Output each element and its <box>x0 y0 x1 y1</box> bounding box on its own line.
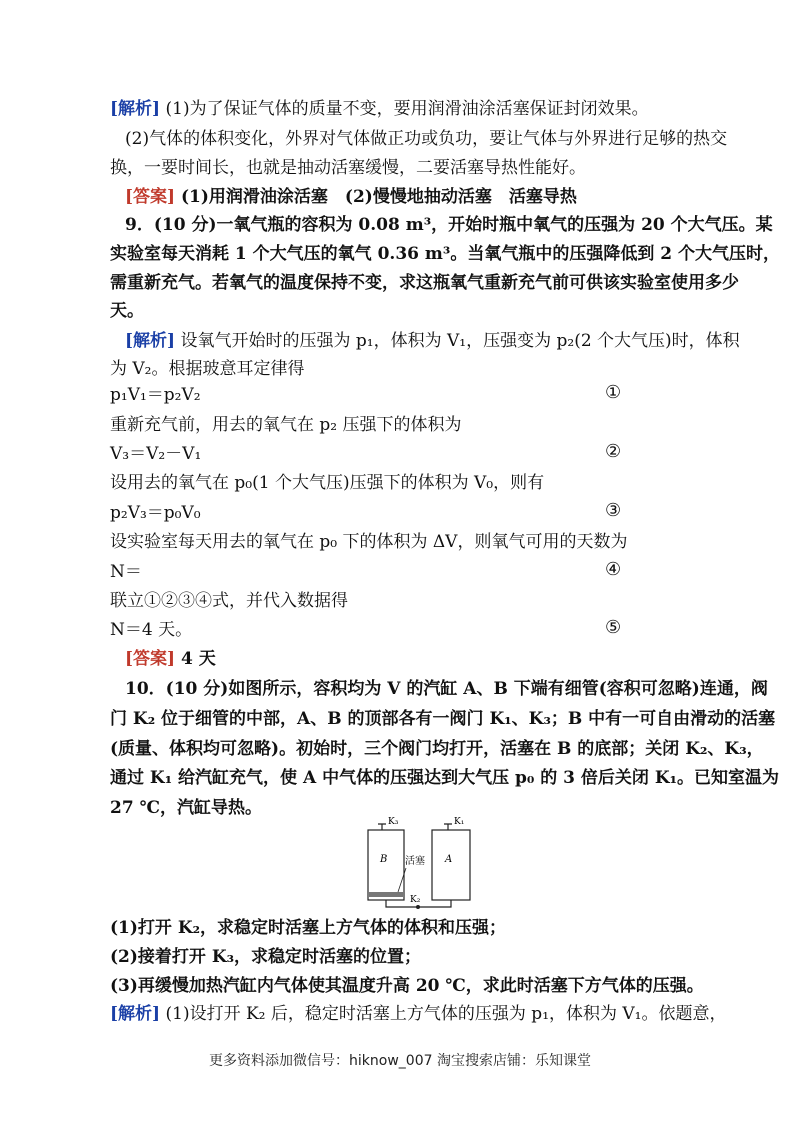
label-b: B <box>380 854 388 865</box>
analysis-text: 设氧气开始时的压强为 p₁，体积为 V₁，压强变为 p₂(2 个大气压)时，体积 <box>180 331 740 351</box>
sub-question: (2)接着打开 K₃，求稳定时活塞的位置； <box>110 947 422 967</box>
equation-number: ⑤ <box>605 617 622 638</box>
answer-text: (1)用润滑油涂活塞 (2)慢慢地抽动活塞 活塞导热 <box>181 187 577 207</box>
analysis-line <box>110 1003 727 1025</box>
footer-text: 更多资料添加微信号：hiknow_007 淘宝搜索店铺：乐知课堂 <box>209 1053 591 1069</box>
equation: p₂V₃＝p₀V₀ <box>110 503 201 523</box>
question-10-text: 门 K₂ 位于细管的中部，A、B 的顶部各有一阀门 K₁、K₃；B 中有一可自由滑动的活塞 <box>110 709 776 729</box>
analysis-tag: [解析] <box>110 1004 161 1024</box>
valve-k3 <box>378 824 386 830</box>
question-10-text: 通过 K₁ 给汽缸充气，使 A 中气体的压强达到大气压 p₀ 的 3 倍后关闭 K₁。已知室温为 <box>110 768 780 788</box>
cylinder-a <box>432 830 470 900</box>
question-9-text: 9．(10 分)一氧气瓶的容积为 0.08 m³，开始时瓶中氧气的压强为 20 个大气压。某 <box>125 215 773 235</box>
question-10-text: (质量、体积均可忽略)。初始时，三个阀门均打开，活塞在 B 的底部；关闭 K₂、K₃， <box>110 739 764 759</box>
label-k1: K₁ <box>454 817 465 827</box>
analysis-tag: [解析] <box>125 331 176 351</box>
valve-k2 <box>416 905 420 909</box>
piston-pointer <box>398 868 406 892</box>
analysis-tag: [解析] <box>110 99 161 119</box>
answer-line <box>125 648 216 670</box>
analysis-text: (1)设打开 K₂ 后，稳定时活塞上方气体的压强为 p₁，体积为 V₁。依题意， <box>165 1004 727 1024</box>
label-a: A <box>445 854 453 865</box>
sub-question: (3)再缓慢加热汽缸内气体使其温度升高 20 ℃，求此时活塞下方气体的压强。 <box>110 976 704 996</box>
analysis-line <box>110 98 649 120</box>
analysis-text: (1)为了保证气体的质量不变，要用润滑油涂活塞保证封闭效果。 <box>165 99 649 119</box>
analysis-text: (2)气体的体积变化，外界对气体做正功或负功，要让气体与外界进行足够的热交 <box>125 129 728 149</box>
analysis-text: 联立①②③④式，并代入数据得 <box>110 591 348 611</box>
answer-tag: [答案] <box>125 187 176 207</box>
question-9-text: 需重新充气。若氧气的温度保持不变，求这瓶氧气重新充气前可供该实验室使用多少 <box>110 273 739 293</box>
question-10-text: 27 ℃，汽缸导热。 <box>110 798 262 818</box>
answer-text: 4 天 <box>181 649 216 669</box>
analysis-text: 设用去的氧气在 p₀(1 个大气压)压强下的体积为 V₀，则有 <box>110 473 545 493</box>
label-k3: K₃ <box>388 817 399 827</box>
piston <box>369 892 403 897</box>
label-k2: K₂ <box>410 895 421 905</box>
equation-number: ② <box>605 441 622 462</box>
cylinder-diagram <box>360 812 480 917</box>
question-9-text: 实验室每天消耗 1 个大气压的氧气 0.36 m³。当氧气瓶中的压强降低到 2 个大气压时， <box>110 244 781 264</box>
analysis-line <box>125 330 740 352</box>
equation: N＝ <box>110 562 142 582</box>
analysis-text: 为 V₂。根据玻意耳定律得 <box>110 359 305 379</box>
analysis-text: 换，一要时间长，也就是抽动活塞缓慢，二要活塞导热性能好。 <box>110 158 586 178</box>
valve-k1 <box>444 824 452 830</box>
sub-question: (1)打开 K₂，求稳定时活塞上方气体的体积和压强； <box>110 918 507 938</box>
label-piston: 活塞 <box>405 856 425 867</box>
answer-tag: [答案] <box>125 649 176 669</box>
question-10-text: 10．(10 分)如图所示，容积均为 V 的汽缸 A、B 下端有细管(容积可忽略)连通，阀 <box>125 679 768 699</box>
analysis-text: 重新充气前，用去的氧气在 p₂ 压强下的体积为 <box>110 415 462 435</box>
equation: p₁V₁＝p₂V₂ <box>110 385 201 405</box>
equation-number: ④ <box>605 559 622 580</box>
analysis-text: 设实验室每天用去的氧气在 p₀ 下的体积为 ΔV，则氧气可用的天数为 <box>110 532 628 552</box>
equation-number: ① <box>605 382 622 403</box>
equation: V₃＝V₂－V₁ <box>110 444 202 464</box>
equation: N＝4 天。 <box>110 620 193 640</box>
answer-line <box>125 186 577 208</box>
question-9-text: 天。 <box>110 301 144 321</box>
equation-number: ③ <box>605 500 622 521</box>
